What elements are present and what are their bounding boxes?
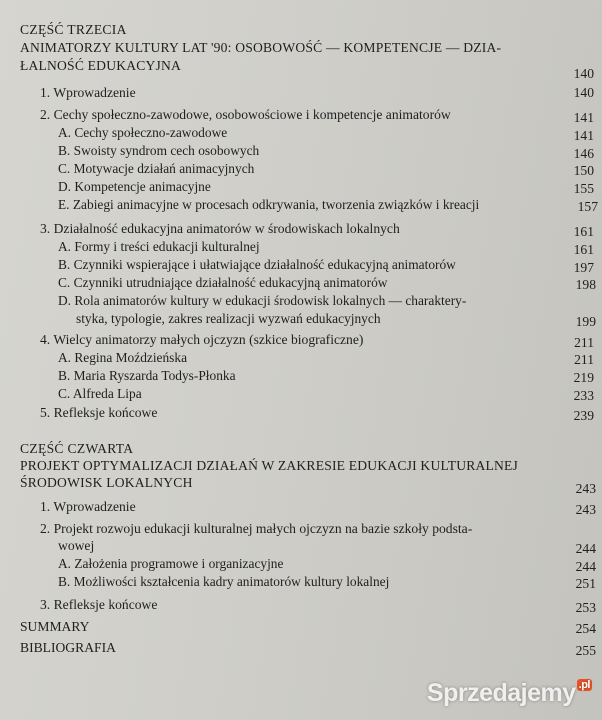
toc-entry-p3-3d-line2: styka, typologie, zakres realizacji wyzwań edukacyjnych: [76, 311, 381, 326]
toc-entry-p3-2e: E. Zabiegi animacyjne w procesach odkrywania, tworzenia związków i kreacji: [58, 197, 480, 212]
toc-page-p4-final-reflections: 253: [575, 600, 596, 615]
toc-entry-bibliography: BIBLIOGRAFIA: [20, 640, 116, 655]
toc-entry-p4-2b: B. Możliwości kształcenia kadry animatorów kultury lokalnej: [58, 574, 390, 589]
toc-page-p3-traits: 141: [573, 110, 594, 125]
toc-entry-p3-introduction: 1. Wprowadzenie: [40, 85, 136, 100]
toc-entry-p3-2d: D. Kompetencje animacyjne: [58, 179, 211, 194]
toc-entry-p3-great-animators: 4. Wielcy animatorzy małych ojczyzn (szkice biograficzne): [40, 332, 364, 347]
toc-page-p4-introduction: 243: [575, 502, 596, 517]
toc-page-p3-4a: 211: [574, 352, 594, 367]
toc-page-p3-introduction: 140: [573, 85, 594, 100]
part-four-page-number: 243: [575, 481, 596, 496]
toc-page-p3-3a: 161: [573, 242, 594, 257]
toc-page-p3-4c: 233: [573, 388, 594, 403]
toc-entry-p3-4a: A. Regina Moździeńska: [58, 350, 188, 365]
toc-entry-p3-educational-activity: 3. Działalność edukacyjna animatorów w środowiskach lokalnych: [40, 221, 400, 236]
toc-page-p3-great-animators: 211: [574, 335, 594, 350]
toc-page-p4-2b: 251: [575, 576, 596, 591]
toc-page-p3-4b: 219: [573, 370, 594, 385]
part-three-label: CZĘŚĆ TRZECIA: [20, 22, 127, 37]
toc-entry-p4-introduction: 1. Wprowadzenie: [40, 499, 136, 514]
part-three-title-line2: ŁALNOŚĆ EDUKACYJNA: [20, 58, 182, 73]
part-four-label: CZĘŚĆ CZWARTA: [20, 441, 134, 456]
toc-page-p3-educational-activity: 161: [573, 224, 594, 239]
toc-page-bibliography: 255: [575, 643, 596, 658]
toc-entry-p3-4b: B. Maria Ryszarda Todys-Płonka: [58, 368, 236, 383]
toc-page-p3-2d: 155: [573, 181, 594, 196]
toc-entry-p3-3a: A. Formy i treści edukacji kulturalnej: [58, 239, 260, 254]
part-three-title-line1: ANIMATORZY KULTURY LAT '90: OSOBOWOŚĆ — KOMPETENCJE — DZIA-: [20, 40, 502, 55]
part-three-page-number: 140: [573, 66, 594, 81]
toc-entry-p4-2a: A. Założenia programowe i organizacyjne: [58, 556, 284, 571]
toc-page-p3-2c: 150: [573, 163, 594, 178]
toc-entry-p3-traits: 2. Cechy społeczno-zawodowe, osobowościowe i kompetencje animatorów: [40, 107, 451, 122]
toc-page-p4-2a: 244: [575, 559, 596, 574]
toc-entry-summary: SUMMARY: [20, 619, 90, 634]
toc-page-p3-3b: 197: [573, 260, 594, 275]
toc-entry-p3-3b: B. Czynniki wspierające i ułatwiające działalność edukacyjną animatorów: [58, 257, 456, 272]
part-four-title-line1: PROJEKT OPTYMALIZACJI DZIAŁAŃ W ZAKRESIE EDUKACJI KULTURALNEJ: [20, 458, 519, 473]
toc-entry-p3-2c: C. Motywacje działań animacyjnych: [58, 161, 255, 176]
toc-page-p3-3d: 199: [575, 314, 596, 329]
part-four-title-line2: ŚRODOWISK LOKALNYCH: [20, 475, 193, 490]
toc-page-p3-2e: 157: [577, 199, 598, 214]
toc-page-p3-3c: 198: [575, 277, 596, 292]
toc-entry-p4-project-line2: wowej: [58, 538, 95, 553]
toc-page-p3-2a: 141: [573, 128, 594, 143]
toc-entry-p3-2a: A. Cechy społeczno-zawodowe: [58, 125, 228, 140]
toc-entry-p3-3c: C. Czynniki utrudniające działalność edukacyjną animatorów: [58, 275, 388, 290]
toc-page-p3-2b: 146: [573, 146, 594, 161]
toc-page-p3-final-reflections: 239: [573, 408, 594, 423]
toc-page-p4-project: 244: [575, 541, 596, 556]
toc-entry-p3-3d-line1: D. Rola animatorów kultury w edukacji środowisk lokalnych — charaktery-: [58, 293, 467, 308]
toc-entry-p3-final-reflections: 5. Refleksje końcowe: [40, 405, 158, 420]
sprzedajemy-watermark-logo: Sprzedajemy $^{.pl}$: [426, 679, 590, 707]
toc-page-summary: 254: [575, 621, 596, 636]
toc-entry-p4-project-line1: 2. Projekt rozwoju edukacji kulturalnej małych ojczyzn na bazie szkoły podsta-: [40, 521, 473, 536]
toc-entry-p3-2b: B. Swoisty syndrom cech osobowych: [58, 143, 260, 158]
toc-entry-p3-4c: C. Alfreda Lipa: [58, 386, 142, 401]
toc-entry-p4-final-reflections: 3. Refleksje końcowe: [40, 597, 158, 612]
